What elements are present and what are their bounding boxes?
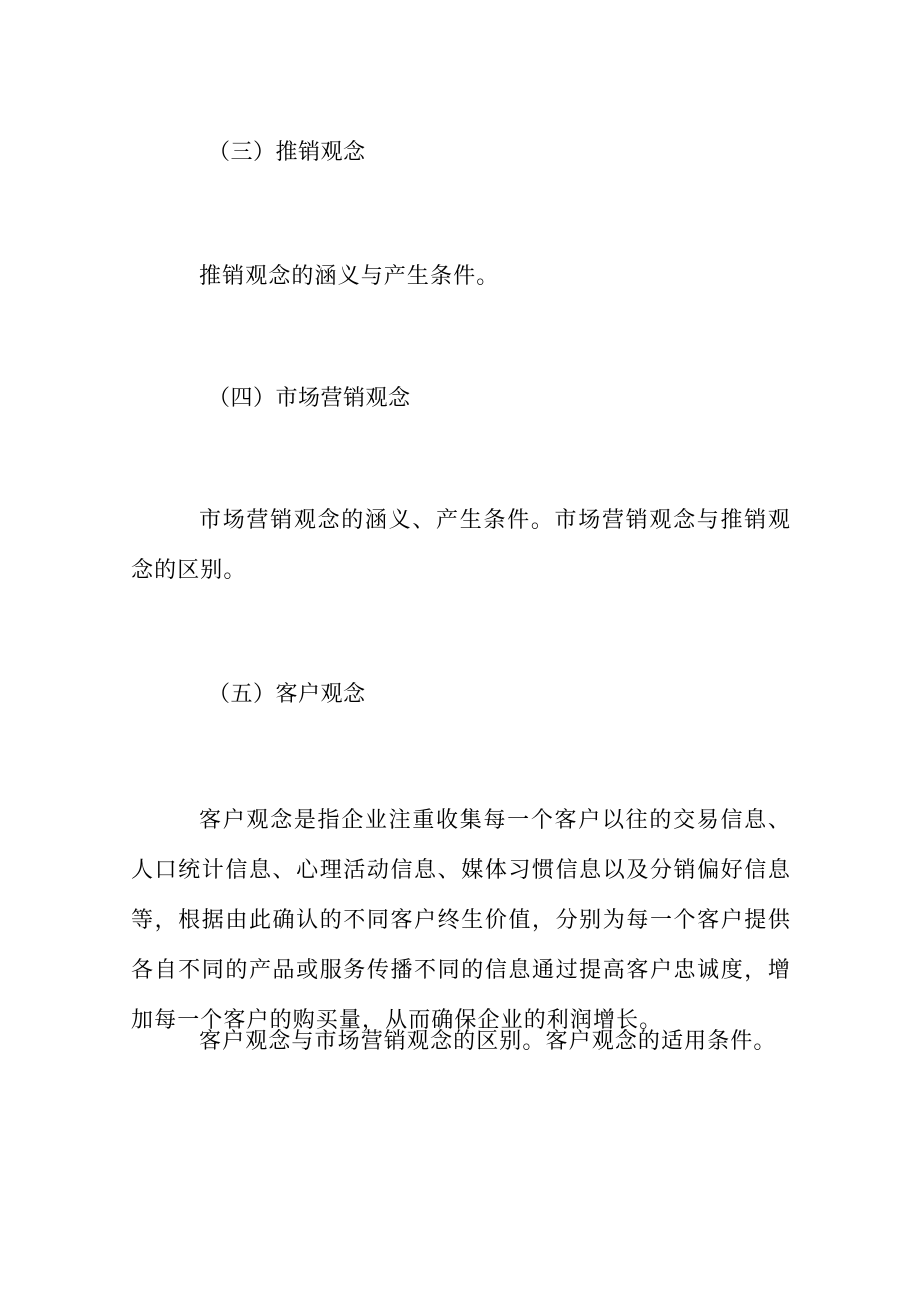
section-heading-four: （四）市场营销观念 xyxy=(208,386,411,411)
section-paragraph-five-1: 客户观念是指企业注重收集每一个客户以往的交易信息、人口统计信息、心理活动信息、媒体习惯信息以及分销偏好信息等，根据由此确认的不同客户终生价值，分别为每一个客户提供各自不同的产品或服务传播不同的信息通过提高客户忠诚度，增加每一个客户的购买量，从而确保企业的利润增长。 xyxy=(131,808,791,1033)
section-paragraph-four: 市场营销观念的涵义、产生条件。市场营销观念与推销观念的区别。 xyxy=(131,508,791,583)
section-paragraph-three: 推销观念的涵义与产生条件。 xyxy=(199,264,500,289)
section-heading-five: （五）客户观念 xyxy=(208,682,366,707)
section-heading-three: （三）推销观念 xyxy=(208,140,366,165)
section-paragraph-five-2: 客户观念与市场营销观念的区别。客户观念的适用条件。 xyxy=(199,1029,777,1054)
